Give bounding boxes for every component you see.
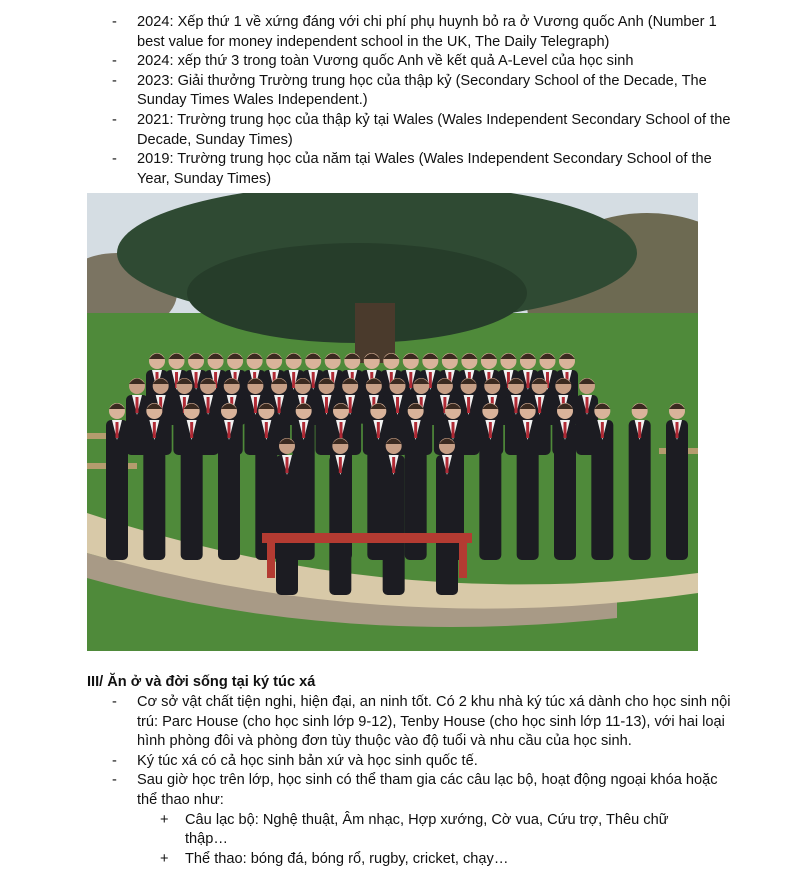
list-item bbox=[0, 693, 737, 752]
student-tie bbox=[392, 457, 395, 473]
student-body bbox=[276, 455, 298, 595]
student-tie bbox=[265, 422, 268, 438]
student-tie bbox=[153, 422, 156, 438]
dash-bullet: - bbox=[112, 772, 117, 789]
student-tie bbox=[601, 422, 604, 438]
plus-bullet: + bbox=[160, 811, 169, 828]
student-tie bbox=[377, 422, 380, 438]
student-tie bbox=[564, 422, 567, 438]
list-item bbox=[0, 150, 737, 189]
awards-list bbox=[0, 13, 737, 189]
sports-text: Thể thao: bóng đá, bóng rổ, rugby, cricket, chạy… bbox=[185, 850, 509, 867]
student-tie bbox=[195, 372, 198, 388]
group-photo-illustration bbox=[87, 193, 698, 651]
award-text: 2019: Trường trung học của năm tại Wales (Wales Independent Secondary School of the Year, Sunday Times) bbox=[137, 151, 712, 187]
student-tie bbox=[349, 397, 352, 413]
student-tie bbox=[278, 397, 281, 413]
student-body bbox=[218, 420, 240, 560]
student-tie bbox=[254, 397, 257, 413]
student-tie bbox=[207, 397, 210, 413]
student-tie bbox=[526, 372, 529, 388]
dash-bullet: - bbox=[112, 151, 117, 168]
dash-bullet: - bbox=[112, 694, 117, 710]
student-tie bbox=[302, 422, 305, 438]
student-body bbox=[181, 420, 203, 560]
dash-bullet: - bbox=[112, 111, 117, 128]
list-item bbox=[0, 771, 737, 810]
student-tie bbox=[292, 372, 295, 388]
boarding-text: Cơ sở vật chất tiện nghi, hiện đại, an ninh tốt. Có 2 khu nhà ký túc xá dành cho học sinh nội trú: Parc House (cho học sinh lớp 9-12), Tenby House (cho học sinh lớp 11-13), với hai loại hình phòng đôi và phòng đơn tùy thuộc vào độ tuổi và nhu cầu của học sinh. bbox=[137, 694, 731, 750]
student-tie bbox=[676, 422, 679, 438]
section-heading: III/ Ăn ở và đời sống tại ký túc xá bbox=[87, 674, 316, 690]
dash-bullet: - bbox=[112, 53, 117, 70]
student-body bbox=[143, 420, 165, 560]
bench-leg bbox=[267, 543, 275, 578]
plus-bullet: + bbox=[160, 850, 169, 867]
student-body bbox=[479, 420, 501, 560]
dash-bullet: - bbox=[112, 752, 117, 769]
student-body bbox=[436, 455, 458, 595]
student-tie bbox=[538, 397, 541, 413]
award-text: 2023: Giải thưởng Trường trung học của thập kỷ (Secondary School of the Decade, The Sunday Times Wales Independent.) bbox=[137, 72, 707, 109]
student-tie bbox=[429, 372, 432, 388]
student-tie bbox=[396, 397, 399, 413]
bench-leg bbox=[459, 543, 467, 578]
student-tie bbox=[586, 397, 589, 413]
student-tie bbox=[526, 422, 529, 438]
student-body bbox=[554, 420, 576, 560]
student-tie bbox=[339, 457, 342, 473]
student-body bbox=[629, 420, 651, 560]
dash-bullet: - bbox=[112, 14, 117, 30]
student-tie bbox=[312, 372, 315, 388]
student-tie bbox=[116, 422, 119, 438]
student-tie bbox=[467, 397, 470, 413]
student-tie bbox=[228, 422, 231, 438]
bench-seat bbox=[262, 533, 472, 543]
student-tie bbox=[489, 422, 492, 438]
sub-list-item bbox=[0, 811, 695, 850]
list-item bbox=[0, 72, 737, 111]
clubs-text: Câu lạc bộ: Nghệ thuật, Âm nhạc, Hợp xướng, Cờ vua, Cứu trợ, Thêu chữ thập… bbox=[185, 811, 669, 848]
student-body bbox=[666, 420, 688, 560]
boarding-text: Ký túc xá có cả học sinh bản xứ và học sinh quốc tế. bbox=[137, 752, 478, 769]
award-text: 2024: Xếp thứ 1 về xứng đáng với chi phí phụ huynh bỏ ra ở Vương quốc Anh (Number 1 best value for money independent school in the UK, The Daily Telegraph) bbox=[137, 14, 717, 50]
student-tie bbox=[340, 422, 343, 438]
student-body bbox=[517, 420, 539, 560]
list-item bbox=[0, 111, 737, 150]
list-item bbox=[0, 13, 737, 52]
student-tie bbox=[190, 422, 193, 438]
student-tie bbox=[514, 397, 517, 413]
student-body bbox=[329, 455, 351, 595]
award-text: 2024: xếp thứ 3 trong toàn Vương quốc Anh về kết quả A-Level của học sinh bbox=[137, 53, 634, 70]
student-tie bbox=[409, 372, 412, 388]
student-body bbox=[591, 420, 613, 560]
student-body bbox=[106, 420, 128, 560]
list-item bbox=[0, 752, 737, 772]
list-item bbox=[0, 52, 737, 72]
student-tie bbox=[325, 397, 328, 413]
award-text: 2021: Trường trung học của thập kỷ tại Wales (Wales Independent Secondary School of the Decade, Sunday Times) bbox=[137, 111, 731, 148]
student-body bbox=[383, 455, 405, 595]
student-tie bbox=[638, 422, 641, 438]
dash-bullet: - bbox=[112, 72, 117, 89]
student-tie bbox=[136, 397, 139, 413]
student-tie bbox=[414, 422, 417, 438]
student-tie bbox=[446, 457, 449, 473]
student-tie bbox=[452, 422, 455, 438]
student-tie bbox=[286, 457, 289, 473]
school-group-photo bbox=[87, 193, 698, 651]
sub-list-item bbox=[0, 850, 695, 870]
boarding-list bbox=[0, 693, 737, 869]
boarding-text: Sau giờ học trên lớp, học sinh có thể tham gia các câu lạc bộ, hoạt động ngoại khóa hoặc thể thao như: bbox=[137, 772, 718, 808]
